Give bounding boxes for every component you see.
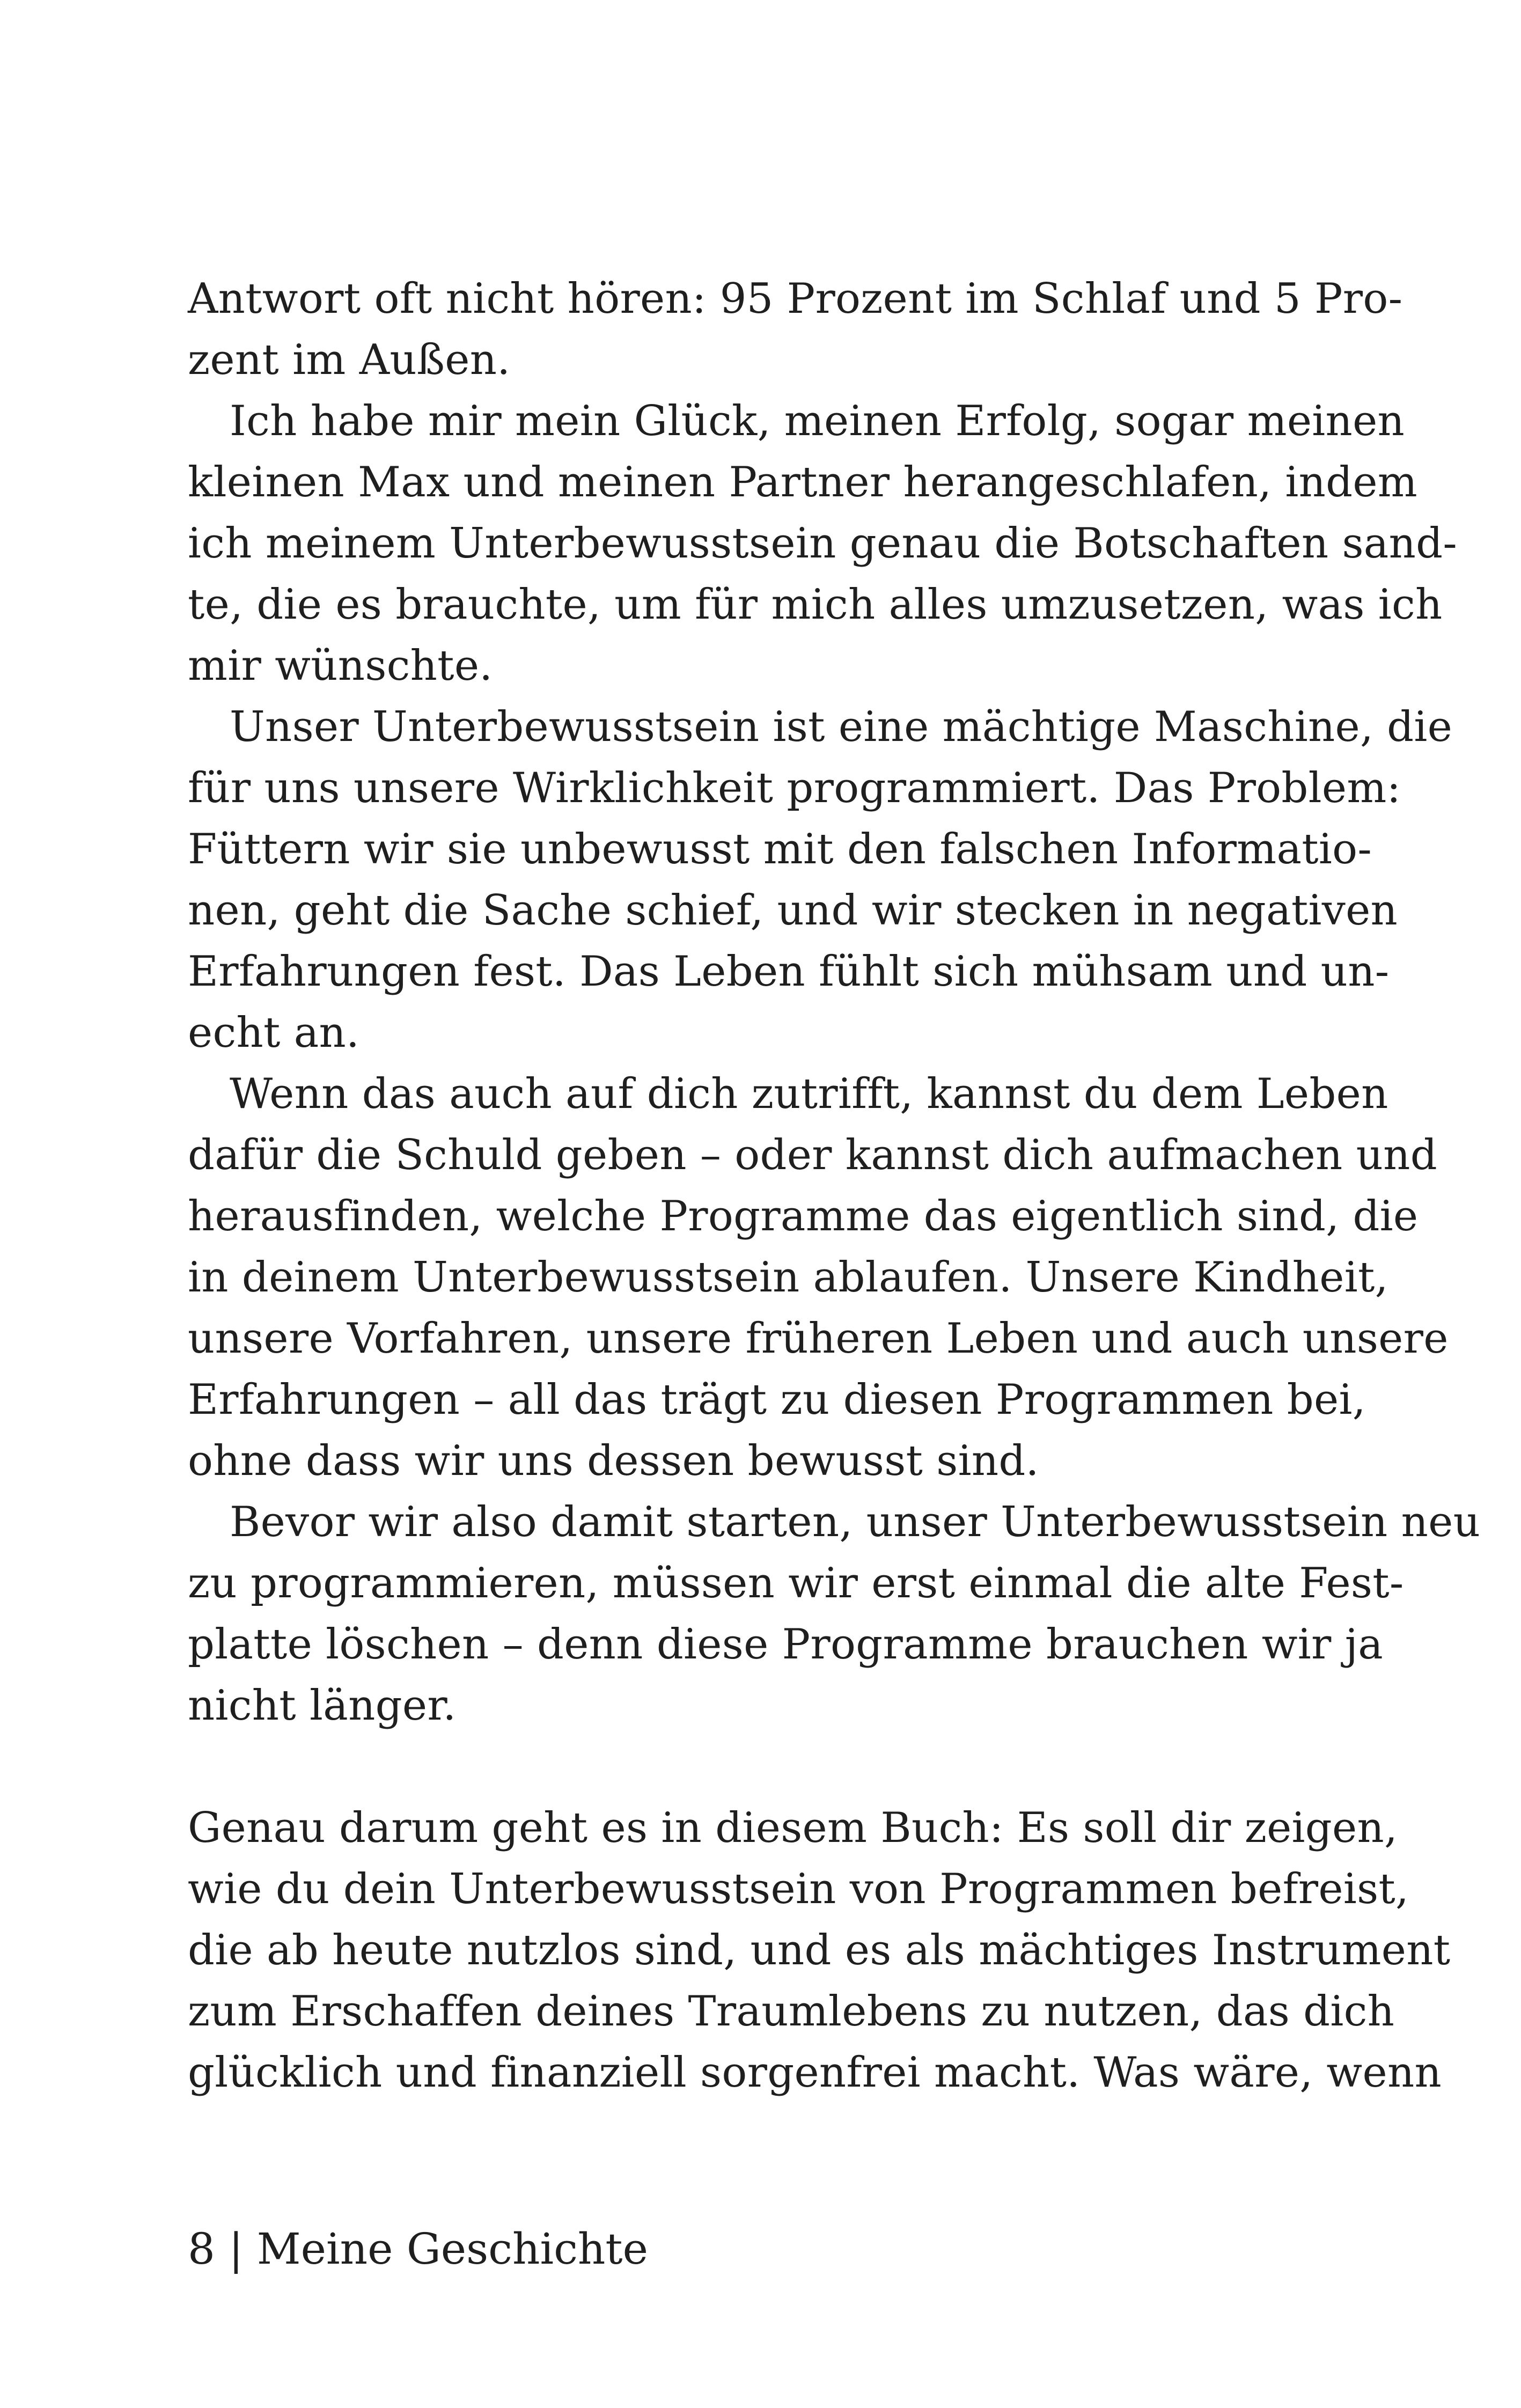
text-line: in deinem Unterbewusstsein ablaufen. Unsere Kindheit, [188, 1253, 1388, 1302]
text-line: Ich habe mir mein Glück, meinen Erfolg, sogar meinen [230, 397, 1405, 445]
text-line: ich meinem Unterbewusstsein genau die Botschaften sand- [188, 519, 1458, 568]
footer-separator: | [229, 2224, 244, 2274]
text-line: Antwort oft nicht hören: 95 Prozent im Schlaf und 5 Pro- [188, 275, 1403, 323]
text-line: zu programmieren, müssen wir erst einmal die alte Fest- [188, 1559, 1404, 1607]
text-line: Genau darum geht es in diesem Buch: Es soll dir zeigen, [188, 1804, 1398, 1852]
text-line: kleinen Max und meinen Partner herangeschlafen, indem [188, 458, 1418, 506]
text-line: Bevor wir also damit starten, unser Unterbewusstsein neu [230, 1498, 1481, 1546]
text-line: nen, geht die Sache schief, und wir stecken in negativen [188, 886, 1398, 935]
page-footer [188, 2219, 648, 2280]
running-head-title: Meine Geschichte [256, 2224, 648, 2274]
paragraph-gap [188, 1736, 1320, 1797]
body-text [188, 268, 1481, 2103]
text-line: wie du dein Unterbewusstsein von Programmen befreist, [188, 1865, 1409, 1913]
paragraph [188, 1797, 1451, 2103]
text-line: die ab heute nutzlos sind, und es als mächtiges Instrument [188, 1926, 1451, 1974]
paragraph [188, 1492, 1481, 1736]
text-line: unsere Vorfahren, unsere früheren Leben und auch unsere [188, 1315, 1449, 1363]
text-line: mir wünschte. [188, 642, 493, 690]
text-line: te, die es brauchte, um für mich alles umzusetzen, was ich [188, 581, 1443, 629]
text-line: Erfahrungen fest. Das Leben fühlt sich mühsam und un- [188, 948, 1390, 996]
text-line: für uns unsere Wirklichkeit programmiert. Das Problem: [188, 764, 1401, 812]
text-line: nicht länger. [188, 1682, 457, 1730]
text-line: platte löschen – denn diese Programme brauchen wir ja [188, 1620, 1384, 1669]
paragraph [188, 391, 1458, 696]
paragraph [188, 696, 1453, 1063]
text-line: ohne dass wir uns dessen bewusst sind. [188, 1437, 1039, 1485]
text-line: Unser Unterbewusstsein ist eine mächtige Maschine, die [230, 703, 1453, 751]
paragraph [188, 1063, 1449, 1492]
text-line: dafür die Schuld geben – oder kannst dich aufmachen und [188, 1131, 1437, 1179]
text-line: herausfinden, welche Programme das eigentlich sind, die [188, 1192, 1419, 1240]
text-line: glücklich und finanziell sorgenfrei macht. Was wäre, wenn [188, 2049, 1442, 2097]
text-line: echt an. [188, 1009, 360, 1057]
paragraph [188, 268, 1403, 391]
text-line: Erfahrungen – all das trägt zu diesen Programmen bei, [188, 1376, 1366, 1424]
page-number: 8 [188, 2224, 215, 2274]
text-line: zum Erschaffen deines Traumlebens zu nutzen, das dich [188, 1987, 1395, 2036]
text-line: zent im Außen. [188, 336, 511, 384]
text-line: Füttern wir sie unbewusst mit den falschen Informatio- [188, 825, 1372, 873]
text-line: Wenn das auch auf dich zutrifft, kannst du dem Leben [230, 1070, 1388, 1118]
